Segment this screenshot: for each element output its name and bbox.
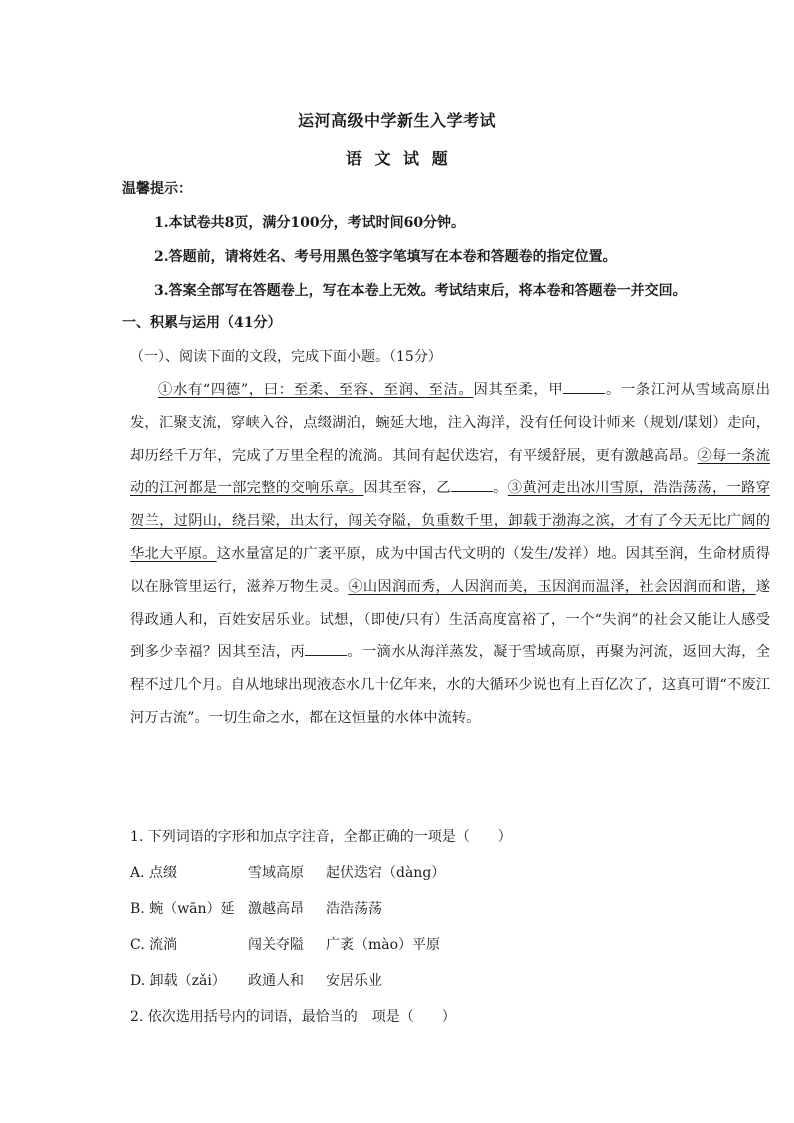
exam-title: 运河高级中学新生入学考试 [297, 111, 496, 130]
option-c-word-2: 闯关夺隘 [248, 937, 304, 953]
passage-sentence-4: ④山因润而秀，人因润而美，玉因润而温泽，社会因润而和谐， [348, 578, 756, 595]
option-b-word-2: 激越高昂 [248, 901, 304, 917]
blank-a [563, 381, 605, 394]
option-a-word-2: 雪域高原 [248, 865, 304, 881]
option-a-word-3: 起伏迭宕（dàng） [326, 865, 446, 881]
passage-text: 因其至柔，甲 [473, 382, 564, 398]
question-1-stem: 1. 下列词语的字形和加点字注音，全都正确的一项是（ ） [130, 829, 512, 845]
blank-c [305, 643, 347, 656]
option-d-word-1: D. 卸载（zǎi） [130, 973, 226, 989]
notice-heading: 温馨提示： [122, 181, 192, 197]
question-2-stem: 2. 依次选用括号内的词语，最恰当的 项是（ ） [130, 1009, 456, 1025]
passage-text: 。 [492, 480, 508, 497]
option-a-word-1: A. 点缀 [130, 865, 178, 881]
option-c-word-3: 广袤（mào）平原 [326, 937, 441, 953]
passage-text: 。一条江河从雪域高原出发，汇聚支流，穿峡入谷，点缀湖泊，蜿延大地，注入海洋，没有任何设计师来（规划/谋划）走向，却历经千万年，完成了万里全程的流淌。其间有起伏迭宕，有平缓舒展，更有激越高昂。 [130, 382, 771, 464]
passage-sentence-2: ②每一条流动的江河都是一部完整的交响乐章。 [130, 447, 771, 497]
option-b-word-3: 浩浩荡荡 [326, 901, 382, 917]
passage-text: 这水量富足的广袤平原，成为中国古代文明的（发生/发祥）地。因其至润，生命材质得以在脉管里运行，滋养万物生灵。 [130, 545, 770, 595]
option-b-word-1: B. 蜿（wān）延 [130, 901, 235, 917]
passage-sentence-1: ①水有“四德”，曰：至柔、至容、至润、至洁。 [158, 382, 474, 398]
passage-sentence-3: ③黄河走出冰川雪原，浩浩荡荡，一路穿贺兰，过阴山，绕吕梁，出太行，闯关夺隘，负重数千里，卸载于渤海之滨，才有了今天无比广阔的华北大平原。 [130, 480, 771, 562]
option-d-word-3: 安居乐业 [326, 973, 382, 989]
reading-passage [130, 374, 770, 735]
passage-text: 因其至容，乙 [363, 480, 451, 497]
notice-item-1: 1.本试卷共8页，满分100分，考试时间60分钟。 [154, 215, 466, 231]
blank-b [451, 479, 493, 492]
section-heading: 一、积累与运用（41分） [122, 315, 282, 331]
notice-item-3: 3.答案全部写在答题卷上，写在本卷上无效。考试结束后，将本卷和答题卷一并交回。 [154, 283, 687, 299]
notice-item-2: 2.答题前，请将姓名、考号用黑色签字笔填写在本卷和答题卷的指定位置。 [154, 249, 617, 265]
option-d-word-2: 政通人和 [248, 973, 304, 989]
passage-text: 。一滴水从海洋蒸发，凝于雪域高原，再聚为河流，返回大海，全程不过几个月。自从地球出现液态水几十亿年来，水的大循环少说也有上百亿次了，这真可谓“不废江河万古流”。一切生命之水，都在这恒量的水体中流转。 [130, 644, 771, 726]
subsection-heading: （一）、阅读下面的文段，完成下面小题。（15分） [130, 349, 442, 365]
passage-text: 遂得政通人和，百姓安居乐业。试想，（即使/只有）生活高度富裕了，一个“失润”的社会又能让人感受到多少幸福？因其至洁，丙 [130, 578, 771, 661]
option-c-word-1: C. 流淌 [130, 937, 178, 953]
exam-subtitle: 语 文 试 题 [345, 149, 449, 168]
